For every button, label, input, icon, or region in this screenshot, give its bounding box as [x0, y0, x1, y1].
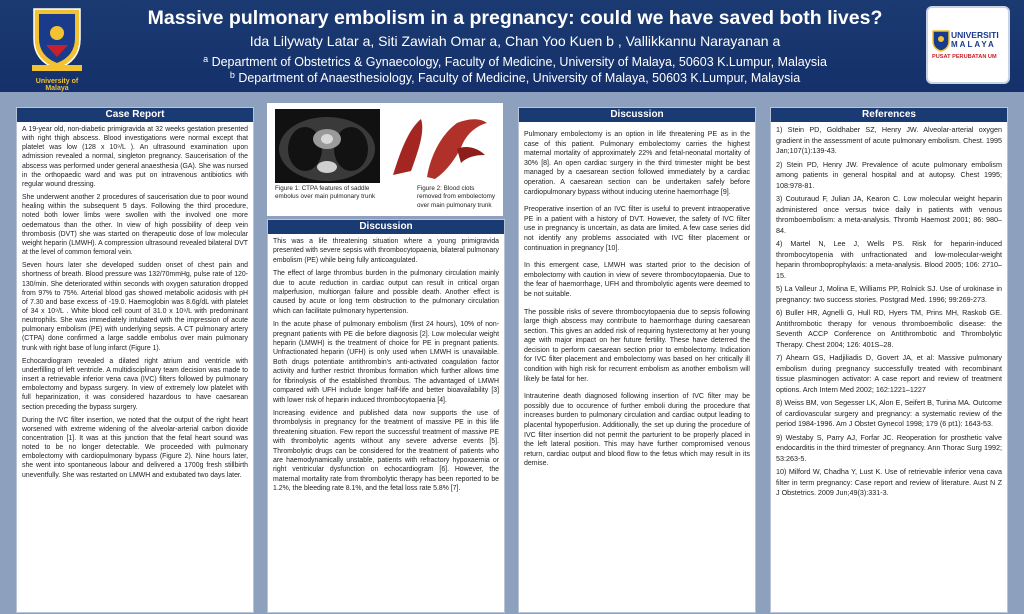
discussion-paragraph: Preoperative insertion of an IVC filter is useful to prevent intraoperative PE in a patient with a history of DVT. However, the safety of IVC filter use in pregnancy is uncertain, as data are limited. A few case series did not identify any problems associated with IVC filter placement or continuation in pregnancy [10]. [524, 206, 750, 252]
affiliation-b-marker: b [229, 70, 235, 80]
figure-2-caption: Figure 2: Blood clots removed from embolectomy over main pulmonary trunk [417, 185, 496, 209]
discussion-body-2 [519, 122, 755, 469]
references-panel [770, 107, 1008, 613]
figure-1-ct-image [275, 109, 380, 183]
case-report-paragraph: During the IVC filter insertion, we noted that the output of the right heart worsened with extreme widening of the alveolar-arterial carbon dioxide concentration [1]. It was at this junction that the fetal heart sound was noted to be no longer detectable. We proceeded with pulmonary embolectomy with cardiopulmonary bypass (Figure 2). Nine hours later, she went into spontaneous labour and delivered a 1700g fresh stillbirth uneventfully. She was restarted on LMWH and extubated two days later. [22, 416, 248, 479]
affiliation-a-text: Department of Obstetrics & Gynaecology, Faculty of Medicine, University of Malaya, 50603 K.Lumpur, Malaysia [211, 55, 827, 69]
ummc-line1: UNIVERSITI [951, 30, 999, 40]
case-report-body [17, 122, 253, 480]
affiliation-a-marker: a [203, 54, 209, 64]
discussion-paragraph: This was a life threatening situation where a young primigravida presented with severe sepsis with thrombocytopaenia, bilateral pulmonary embolism (PE) while being fully anticoagulated. [273, 238, 499, 264]
reference-item: 9) Westaby S, Parry AJ, Forfar JC. Reoperation for prosthetic valve endocarditis in the third trimester of pregnancy. Ann Thorac Surg 1992; 53:263-5. [776, 432, 1002, 463]
references-heading: References [771, 108, 1007, 122]
case-report-paragraph: She underwent another 2 procedures of saucerisation due to poor wound healing within the subsequent 5 days. Following the third procedure, noted both lower limbs were swollen with the involved one more oedematous than the other. In view of high possibility of deep vein thrombosis (DVT) she was started on therapeutic dose of low molecular weight heparin (LMWH). A compression ultrasound revealed bilateral DVT at the level of common femoral vein. [22, 194, 248, 257]
figure-1-caption: Figure 1: CTPA features of saddle embolus over main pulmonary trunk [275, 185, 376, 201]
discussion-paragraph: Pulmonary embolectomy is an option in life threatening PE as in the case of this patient. Pulmonary embolectomy carries the highest maternal mortality of approximately 22% and fetal-neonatal mortality of 30% [8]. An open cardiac surgery in the third trimester might be best managed by a caesarean section followed immediately by a cardiac operation. A caesarean section can be undertaken safely before cardiopulmonary bypass without inducing uterine haemorrhage [9]. [524, 131, 750, 196]
poster-title: Massive pulmonary embolism in a pregnancy: could we have saved both lives? [147, 7, 883, 29]
discussion-panel-2 [518, 107, 756, 613]
logo-left-caption: University of Malaya [35, 78, 79, 92]
discussion-paragraph: The effect of large thrombus burden in the pulmonary circulation mainly due to acute reduction in cardiac output can result in critical organ malperfusion, multiorgan failure and possible death. Another effect is caused by acute or long term obstruction to the pulmonary circulation which can facilitate pulmonary hypertension. [273, 270, 499, 315]
case-report-heading: Case Report [17, 108, 253, 122]
reference-item: 5) La Valleur J, Molina E, Williams PP, Rolnick SJ. Use of urokinase in pregnancy: two success stories. Postgrad Med. 1996; 99:269-273. [776, 284, 1002, 304]
discussion-heading-1: Discussion [268, 220, 504, 234]
ummc-line2: MALAYA [951, 40, 996, 49]
reference-item: 6) Buller HR, Agnelli G, Hull RD, Hyers TM, Prins MH, Raskob GE. Antithrombotic therapy for venous thromboembolic disease: the Seventh ACCP Conference on Antithrombotic and Thrombolytic Therapy. Chest 2004; 126: 401S–28. [776, 308, 1002, 349]
case-report-paragraph: A 19-year old, non-diabetic primigravida at 32 weeks gestation presented with right thigh abscess. Blood investigations were normal except that platelet was low (128 x 10⁹/L ). An ultrasound examination upon admission revealed a normal, singleton pregnancy. Saucerisation of the abscess was performed under general anaesthesia (GA). She was nursed in the orthopaedic ward and was put on intravenous antibiotics with regular wound dressing. [22, 126, 248, 188]
discussion-paragraph: In the acute phase of pulmonary embolism (first 24 hours), 10% of non-pregnant patients with PE die before diagnosis [2]. Low molecular weight heparin (LMWH) is the treatment of choice for PE in pregnant patients. Unfractionated heparin (UFH) is only used when LMWH is unavailable. Both drugs potentiate antithrombin's anti-activated coagulation factor activity and further restrict thrombus formation which further allows time for fibrinolysis of the established thrombus. The advantaged of LMWH compared with UFH include longer half-life and better bioavailability [3] with lower risk of heparin induced thrombocytopaenia [4]. [273, 321, 499, 404]
reference-item: 4) Martel N, Lee J, Wells PS. Risk for heparin-induced thrombocytopenia with unfractionated and low-molecular-weight heparin thromboprophylaxis: a meta-analysis. Blood 2005; 106: 2710–15. [776, 239, 1002, 280]
ummc-crest-icon [932, 30, 950, 52]
poster-header [0, 0, 1024, 92]
affiliation-b [100, 67, 930, 86]
references-list [771, 122, 1007, 499]
reference-item: 7) Ahearn GS, Hadjiliadis D, Govert JA, et al: Massive pulmonary embolism during pregnancy successfully treated with recombinant tissue plasminogen activator: A case report and review of treatment options. Arch Intern Med 2002; 162:1221–1227 [776, 353, 1002, 394]
case-report-panel [16, 107, 254, 613]
case-report-paragraph: Echocardiogram revealed a dilated right atrium and ventricle with underfilling of left ventricle. A multidisciplinary team decision was made to insert a retrievable inferior vena cava (IVC) filters followed by pulmonary embolectomy and bypass surgery. In view of extremely low platelet with full heparinization, it was considered hazardous to have caesarean section preceding the bypass surgery. [22, 357, 248, 411]
figure-2-clot-image [387, 109, 495, 183]
affiliation-b-text: Department of Anaesthesiology, Faculty of Medicine, University of Malaya, 50603 K.Lumpur, Malaysia [238, 71, 801, 85]
discussion-paragraph: In this emergent case, LMWH was started prior to the decision of embolectomy with caution in view of severe thrombocytopaenia. Due to the fear of haemorrhage, UFH and thrombolytic agents were deemed to be not suitable. [524, 262, 750, 298]
university-crest-logo [24, 5, 90, 92]
discussion-body-1 [268, 234, 504, 494]
ummc-logo [926, 6, 1010, 84]
discussion-heading-2: Discussion [519, 108, 755, 122]
ummc-line3: PUSAT PERUBATAN UM [932, 54, 997, 60]
figures-panel [267, 103, 503, 216]
reference-item: 10) Milford W, Chadha Y, Lust K. Use of retrievable inferior vena cava filter in term pregnancy: Case report and review of literature. Aust N Z J Obstetrics. 2009 Jun;49(3):331-3. [776, 467, 1002, 497]
reference-item: 1) Stein PD, Goldhaber SZ, Henry JW. Alveolar-arterial oxygen gradient in the assessment of acute pulmonary embolism. Chest. 1995 Jan;107(1):139-43. [776, 125, 1002, 155]
reference-item: 8) Weiss BM, von Segesser LK, Alon E, Seifert B, Turina MA. Outcome of cardiovascular surgery and pregnancy: a systematic review of the period 1984-1996. Am J Obstet Gynecol 1998; 179 (6 pt1): 1643-53. [776, 398, 1002, 428]
discussion-panel-1 [267, 219, 505, 613]
discussion-paragraph: Increasing evidence and published data now supports the use of thrombolysis in pregnancy for the treatment of massive PE in this life threatening situation. Few report the successful treatment of massive PE with thrombolytic agents without any severe adverse events [5]. Thrombolytic drugs can be considered for the treatment of patients who are haemodynamically unstable, patients with refractory hypoxaemia or right ventricular dysfunction on echocardiogram [6]. However, the maternal mortality rate from thrombolytic therapy has been reported to be 1.2%, the bleeding rate 8.1%, and the fetal loss rate 5.8% [7]. [273, 409, 499, 493]
discussion-paragraph: Intrauterine death diagnosed following insertion of IVC filter may be possibly due to occurence of further emboli during the procedure that increases burden to pulmonary circulation and cardiac output leading to placental hypoperfusion. Additionally, the set up during the procedure of IVC filter insertion did not permit the parturient to be properly placed in the left lateral position. This may have further compromised venous return, cardiac output and blood flow to the fetus which may result in its demise. [524, 393, 750, 468]
case-report-paragraph: Seven hours later she developed sudden onset of chest pain and shortness of breath. Blood pressure was 132/70mmHg, pulse rate of 120-130/min. She deteriorated within seconds with oxygen saturation dropped from 97% to 75%. Arterial blood gas showed metabolic acidosis with pH of 7.30 and base excess of -19.0. Haemoglobin was 8.6g/dL with platelet of 34 x 10⁹/L . White blood cell count of 31.0 x 10⁹/L with predominant neutrophils. She was immediately intubated with the impression of acute pulmonary embolism (PE) with underlying sepsis. A CT pulmonary artery (CTPA) done confirmed a large saddle embolus over main pulmonary trunk with right base of lung infarct (Figure 1). [22, 262, 248, 352]
reference-item: 3) Couturaud F, Julian JA, Kearon C. Low molecular weight heparin administered once versus twice daily in patients with venous thromboembolism: a meta-analysis. Thromb Haemost 2001; 86: 980–84. [776, 194, 1002, 235]
reference-item: 2) Stein PD, Henry JW. Prevalence of acute pulmonary embolism among patients in general hospital and at autopsy. Chest 1995; 108:978-81. [776, 159, 1002, 190]
poster-authors: Ida Lilywaty Latar a, Siti Zawiah Omar a, Chan Yoo Kuen b , Vallikkannu Narayanan a [249, 33, 781, 49]
discussion-paragraph: The possible risks of severe thrombocytopaenia due to sepsis following large thigh abscess may contribute to haemorrhage during caesarean section. This gives an added risk of requiring hysterectomy at her young age with major impact on her future fertility. These have deterred the decision to perform caesarean section prior to embolectomy. Indication for IVC filter placement and embolectomy was based on her critically ill condition with high risk for recurrent embolism as another embolism will likely be fatal for her. [524, 308, 750, 383]
